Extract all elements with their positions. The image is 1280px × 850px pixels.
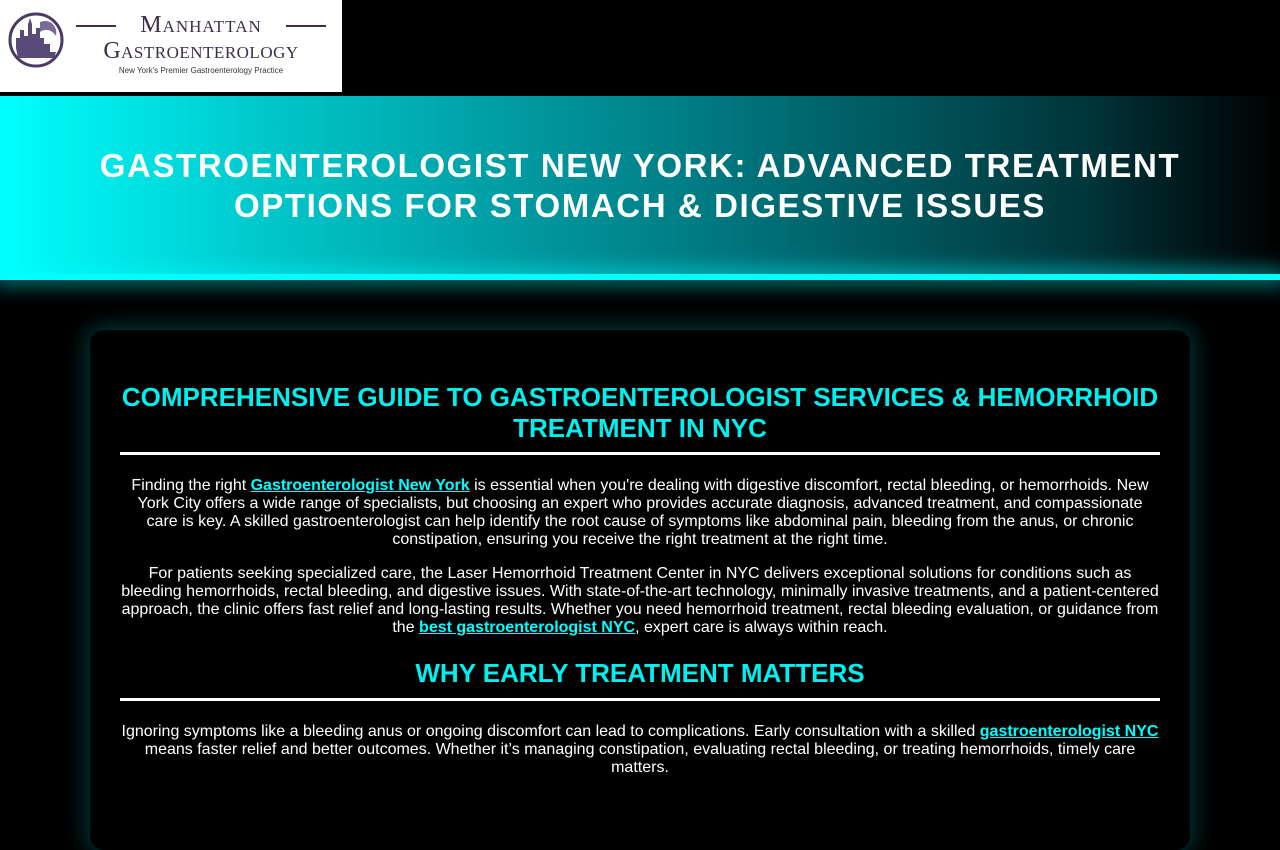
- intro-text-start: Finding the right: [131, 477, 251, 494]
- section-heading-early-treatment: WHY EARLY TREATMENT MATTERS: [415, 658, 865, 688]
- logo-rule-right: [286, 25, 326, 27]
- city-skyline-logo-icon: [6, 8, 66, 68]
- site-header: [0, 0, 1280, 96]
- logo-wordmark: [74, 12, 328, 64]
- clinic-paragraph: [120, 565, 1160, 637]
- best-gastroenterologist-nyc-link[interactable]: best gastroenterologist NYC: [419, 619, 636, 636]
- intro-text-end: is essential when you're dealing with digestive discomfort, rectal bleeding, or hemorrhoids. New York City offers a wide range of specialists, but choosing an expert who provides accurate diagnosis, advanced treatment, and compassionate care is key. A skilled gastroenterologist can help identify the root cause of symptoms like abdominal pain, bleeding from the anus, or chronic constipation, ensuring you receive the right treatment at the right time.: [137, 477, 1149, 548]
- logo-line-1-text: Manhattan: [140, 12, 262, 38]
- gastroenterologist-new-york-link[interactable]: Gastroenterologist New York: [250, 477, 470, 494]
- heading-divider: [120, 452, 1160, 455]
- logo-line-2: Gastroenterology: [103, 38, 299, 64]
- page-title: GASTROENTEROLOGIST NEW YORK: ADVANCED TREATMENT OPTIONS FOR STOMACH & DIGESTIVE ISSUES: [99, 147, 1181, 224]
- site-logo[interactable]: [0, 0, 342, 92]
- why-heading-divider: [120, 698, 1160, 701]
- hero-glow-divider: [0, 274, 1280, 280]
- gastroenterologist-nyc-link[interactable]: gastroenterologist NYC: [979, 723, 1159, 740]
- intro-paragraph: [120, 477, 1160, 549]
- section-heading-guide: COMPREHENSIVE GUIDE TO GASTROENTEROLOGIST SERVICES & HEMORRHOID TREATMENT IN NYC: [121, 382, 1159, 443]
- clinic-text-end: , expert care is always within reach.: [635, 619, 888, 636]
- early-text-end: means faster relief and better outcomes. Whether it’s managing constipation, evaluating rectal bleeding, or treating hemorrhoids, timely care matters.: [144, 741, 1136, 776]
- early-text-start: Ignoring symptoms like a bleeding anus or ongoing discomfort can lead to complications. Early consultation with a skilled: [121, 723, 980, 740]
- logo-tagline: New York's Premier Gastroenterology Practice: [118, 66, 284, 75]
- clinic-text-start: For patients seeking specialized care, the Laser Hemorrhoid Treatment Center in NYC delivers exceptional solutions for conditions such as bleeding hemorrhoids, rectal bleeding, and digestive issues. With state-of-the-art technology, minimally invasive treatments, and a patient-centered approach, the clinic offers fast relief and long-lasting results. Whether you need hemorrhoid treatment, rectal bleeding evaluation, or guidance from the: [121, 565, 1159, 636]
- early-treatment-paragraph: [120, 723, 1160, 777]
- logo-rule-left: [76, 25, 116, 27]
- logo-line-1: [74, 12, 328, 38]
